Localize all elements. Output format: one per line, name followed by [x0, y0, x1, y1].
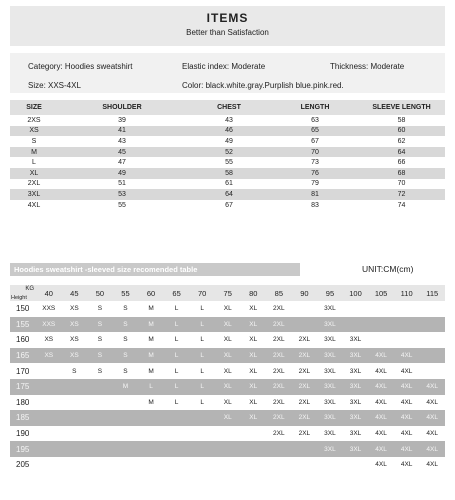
size-recommendation-cell: 3XL	[343, 348, 369, 364]
unit-label: UNIT:CM(cm)	[362, 264, 414, 274]
size-chart-table	[10, 100, 445, 210]
size-recommendation-cell: S	[123, 305, 128, 313]
size-recommendation-cell: XL	[249, 367, 258, 375]
size-recommendation-cell: M	[148, 336, 154, 344]
size-recommendation-cell: 3XL	[349, 336, 362, 344]
height-row	[10, 457, 445, 473]
size-recommendation-cell	[419, 317, 445, 333]
length-cell: 65	[272, 126, 358, 137]
size-recommendation-cell: 3XL	[349, 398, 362, 406]
size-recommendation-cell: 2XL	[298, 430, 311, 438]
size-recommendation-cell	[241, 426, 267, 442]
size-recommendation-cell	[36, 379, 62, 395]
size-recommendation-cell	[164, 457, 190, 473]
weight-header-cell: 110	[394, 285, 420, 301]
product-info	[10, 53, 445, 93]
size-recommendation-cell	[266, 457, 292, 473]
size-recommendation-cell: 4XL	[394, 379, 420, 395]
size-recommendation-cell: L	[174, 398, 179, 406]
size-recommendation-cell	[394, 301, 420, 317]
size-recommendation-cell	[62, 457, 88, 473]
size-recommendation-cell: XL	[215, 317, 241, 333]
size-recommendation-cell: 2XL	[292, 410, 318, 426]
size-recommendation-cell	[62, 395, 88, 411]
size-recommendation-cell	[215, 441, 241, 457]
length-cell: 76	[272, 168, 358, 179]
size-recommendation-cell	[215, 457, 241, 473]
page-subtitle: Better than Satisfaction	[186, 28, 269, 37]
shoulder-cell: 39	[118, 116, 126, 124]
size-recommendation-cell: L	[189, 379, 215, 395]
weight-header-cell: 55	[113, 285, 139, 301]
size-recommendation-cell: 3XL	[317, 348, 343, 364]
size-recommendation-cell	[368, 317, 394, 333]
size-recommendation-cell	[138, 441, 164, 457]
size-chart-row	[10, 157, 445, 168]
page-title: ITEMS	[206, 11, 249, 25]
header-banner	[10, 6, 445, 46]
size-recommendation-cell	[87, 457, 113, 473]
size-recommendation-cell: L	[189, 317, 215, 333]
weight-header-cell: 115	[419, 285, 445, 301]
size-recommendation-cell: S	[113, 348, 139, 364]
size-recommendation-cell: 3XL	[349, 430, 362, 438]
chest-cell: 46	[186, 126, 272, 137]
size-recommendation-cell	[343, 317, 369, 333]
size-recommendation-cell: XL	[223, 305, 232, 313]
length-cell: 79	[311, 180, 319, 188]
sleeve-length-cell: 66	[397, 159, 406, 167]
size-recommendation-cell	[292, 441, 318, 457]
size-recommendation-cell	[113, 457, 139, 473]
size-recommendation-cell: S	[123, 367, 128, 375]
size-recommendation-cell: 2XL	[266, 379, 292, 395]
size-recommendation-cell: XS	[44, 336, 54, 344]
size-recommendation-cell: 2XL	[266, 348, 292, 364]
size-recommendation-cell: L	[174, 336, 179, 344]
weight-header-cell: 85	[266, 285, 292, 301]
height-cell: 170	[16, 366, 30, 376]
weight-header-cell: 45	[62, 285, 88, 301]
height-row	[10, 441, 445, 457]
size-recommendation-cell: XL	[223, 336, 232, 344]
shoulder-cell: 43	[118, 137, 126, 145]
size-recommendation-cell: XL	[249, 398, 258, 406]
size-recommendation-cell	[62, 379, 88, 395]
size-recommendation-cell: S	[113, 317, 139, 333]
size-recommendation-cell: S	[72, 367, 77, 375]
weight-header-cell: 100	[343, 285, 369, 301]
size-recommendation-cell: 4XL	[400, 430, 413, 438]
size-recommendation-cell	[138, 410, 164, 426]
size-recommendation-cell: M	[148, 305, 154, 313]
size-recommendation-cell: XS	[70, 305, 79, 313]
size-recommendation-cell: 3XL	[317, 317, 343, 333]
height-cell: 175	[10, 379, 36, 395]
size-info: Size: XXS-4XL	[28, 81, 81, 90]
weight-header-row	[10, 285, 445, 301]
size-recommendation-cell: L	[189, 348, 215, 364]
sleeve-length-cell: 68	[358, 168, 445, 179]
size-recommendation-cell: XL	[241, 348, 267, 364]
size-recommendation-cell: XS	[62, 317, 88, 333]
size-recommendation-cell	[164, 426, 190, 442]
height-cell: 185	[10, 410, 36, 426]
height-cell: 155	[10, 317, 36, 333]
size-recommendation-cell	[87, 441, 113, 457]
size-recommendation-cell: 4XL	[400, 367, 413, 375]
chest-cell: 58	[186, 168, 272, 179]
weight-header-cell: 95	[317, 285, 343, 301]
size-recommendation-cell: 2XL	[292, 379, 318, 395]
size-recommendation-cell: XL	[215, 410, 241, 426]
size-recommendation-cell	[292, 457, 318, 473]
height-row	[10, 348, 445, 364]
size-recommendation-cell	[189, 457, 215, 473]
sleeve-length-cell: 72	[358, 189, 445, 200]
height-label: Height	[11, 295, 27, 301]
size-recommendation-cell	[317, 457, 343, 473]
size-recommendation-cell: XL	[241, 410, 267, 426]
size-recommendation-cell: 3XL	[343, 410, 369, 426]
size-recommendation-cell	[215, 426, 241, 442]
chest-cell: 67	[225, 201, 233, 209]
height-row	[10, 379, 445, 395]
size-recommendation-cell	[113, 441, 139, 457]
size-col-header: SIZE	[10, 100, 58, 115]
size-recommendation-cell: 4XL	[426, 398, 438, 406]
size-recommendation-cell: 2XL	[292, 348, 318, 364]
size-recommendation-cell	[138, 426, 164, 442]
size-recommendation-cell	[292, 317, 318, 333]
chest-cell: 52	[186, 147, 272, 158]
size-recommendation-cell: M	[138, 348, 164, 364]
size-recommendation-cell: XL	[249, 336, 258, 344]
size-recommendation-cell: 4XL	[375, 367, 387, 375]
size-cell: 2XL	[27, 180, 41, 188]
size-chart-row	[10, 136, 445, 147]
length-cell: 63	[311, 116, 319, 124]
height-row	[10, 395, 445, 411]
size-recommendation-cell	[266, 441, 292, 457]
size-recommendation-cell: 4XL	[419, 441, 445, 457]
sleeve-length-cell: 74	[397, 201, 406, 209]
size-recommendation-cell: M	[148, 398, 154, 406]
length-cell: 73	[311, 159, 319, 167]
kg-label: KG	[25, 286, 34, 292]
size-recommendation-cell: XS	[62, 348, 88, 364]
elastic-info: Elastic index: Moderate	[182, 62, 266, 71]
weight-header-cell: 50	[87, 285, 113, 301]
size-recommendation-cell	[419, 332, 445, 348]
length-cell: 70	[272, 147, 358, 158]
shoulder-col-header: SHOULDER	[58, 100, 186, 115]
size-recommendation-cell: L	[164, 348, 190, 364]
size-recommendation-cell: 4XL	[426, 430, 438, 438]
size-recommendation-cell: XL	[241, 379, 267, 395]
size-recommendation-cell: 4XL	[394, 441, 420, 457]
size-recommendation-cell: L	[164, 317, 190, 333]
shoulder-cell: 41	[58, 126, 186, 137]
size-recommendation-cell: 2XL	[298, 336, 311, 344]
size-recommendation-cell: 2XL	[273, 398, 285, 406]
size-recommendation-cell: 4XL	[419, 379, 445, 395]
size-recommendation-cell: 4XL	[400, 461, 413, 469]
size-chart-row	[10, 115, 445, 126]
size-recommendation-cell: 3XL	[324, 336, 336, 344]
size-recommendation-cell: 4XL	[419, 410, 445, 426]
size-recommendation-cell: 3XL	[324, 398, 336, 406]
size-recommendation-cell: S	[87, 317, 113, 333]
size-recommendation-cell	[36, 457, 62, 473]
size-recommendation-cell	[36, 426, 62, 442]
size-recommendation-cell: XXS	[36, 317, 62, 333]
size-recommendation-cell: XS	[36, 348, 62, 364]
size-chart-row	[10, 126, 445, 137]
size-recommendation-cell: 3XL	[324, 430, 336, 438]
size-recommendation-cell: 2XL	[298, 398, 311, 406]
weight-header-cell: 40	[36, 285, 62, 301]
category-info: Category: Hoodies sweatshirt	[28, 62, 133, 71]
size-recommendation-cell	[241, 441, 267, 457]
size-recommendation-cell: S	[97, 367, 103, 375]
shoulder-cell: 51	[118, 180, 126, 188]
size-recommendation-cell	[292, 301, 318, 317]
size-recommendation-cell	[419, 363, 445, 379]
size-recommendation-cell: 2XL	[273, 367, 285, 375]
thickness-info: Thickness: Moderate	[330, 62, 405, 71]
size-recommendation-cell	[189, 426, 215, 442]
chest-cell: 43	[225, 116, 233, 124]
size-recommendation-cell	[189, 410, 215, 426]
size-recommendation-cell	[394, 317, 420, 333]
size-cell: 4XL	[27, 201, 41, 209]
size-recommendation-cell	[87, 410, 113, 426]
weight-header-cell: 75	[215, 285, 241, 301]
size-recommendation-cell: S	[87, 348, 113, 364]
size-recommendation-cell: L	[200, 367, 204, 375]
height-cell: 165	[10, 348, 36, 364]
height-row	[10, 426, 445, 442]
sleeve-length-cell: 60	[358, 126, 445, 137]
size-recommendation-cell: M	[113, 379, 139, 395]
size-recommendation-cell: 3XL	[324, 305, 336, 313]
weight-header-cell: 105	[368, 285, 394, 301]
recommended-size-table	[10, 285, 445, 473]
size-chart-row	[10, 168, 445, 179]
size-recommendation-cell	[164, 410, 190, 426]
size-chart-row	[10, 147, 445, 158]
sleeve-length-col-header: SLEEVE LENGTH	[358, 100, 445, 115]
size-recommendation-cell: L	[200, 398, 204, 406]
height-cell: 150	[16, 304, 30, 314]
size-recommendation-cell	[62, 426, 88, 442]
size-recommendation-cell: XL	[215, 379, 241, 395]
size-recommendation-cell: 4XL	[368, 410, 394, 426]
size-recommendation-cell: XL	[215, 348, 241, 364]
height-row	[10, 410, 445, 426]
size-recommendation-cell	[343, 457, 369, 473]
size-recommendation-cell: 3XL	[317, 441, 343, 457]
size-chart-row	[10, 200, 445, 211]
size-recommendation-cell: L	[174, 305, 179, 313]
size-cell: L	[32, 159, 36, 167]
size-recommendation-cell: XS	[70, 336, 79, 344]
height-cell: 190	[16, 429, 30, 439]
size-recommendation-cell: 3XL	[343, 379, 369, 395]
size-cell: 3XL	[10, 189, 58, 200]
size-cell: XL	[10, 168, 58, 179]
size-recommendation-cell	[394, 332, 420, 348]
size-recommendation-cell: 4XL	[400, 398, 413, 406]
size-recommendation-cell: 4XL	[375, 430, 387, 438]
size-chart-header-row	[10, 100, 445, 115]
size-recommendation-cell: XL	[223, 398, 232, 406]
size-recommendation-cell: L	[200, 336, 204, 344]
size-chart-row	[10, 179, 445, 190]
size-recommendation-cell: S	[97, 305, 103, 313]
size-chart-row	[10, 189, 445, 200]
size-recommendation-cell	[36, 410, 62, 426]
size-recommendation-cell	[62, 410, 88, 426]
size-recommendation-cell	[113, 426, 139, 442]
shoulder-cell: 45	[58, 147, 186, 158]
height-row	[10, 332, 445, 348]
size-recommendation-cell: 4XL	[368, 348, 394, 364]
size-recommendation-cell: XL	[223, 367, 232, 375]
recommended-table-title: Hoodies sweatshirt -sleeved size recomended table	[10, 263, 300, 276]
length-col-header: LENGTH	[272, 100, 358, 115]
size-recommendation-cell: XL	[241, 317, 267, 333]
size-recommendation-cell: 3XL	[317, 410, 343, 426]
size-recommendation-cell: 4XL	[368, 379, 394, 395]
size-recommendation-cell: 3XL	[317, 379, 343, 395]
height-cell: 205	[16, 460, 30, 470]
size-recommendation-cell: L	[138, 379, 164, 395]
size-recommendation-cell: 3XL	[324, 367, 336, 375]
length-cell: 83	[311, 201, 319, 209]
size-recommendation-cell	[36, 363, 62, 379]
size-recommendation-cell: M	[138, 317, 164, 333]
sleeve-length-cell: 58	[397, 116, 406, 124]
size-recommendation-cell: XL	[249, 305, 258, 313]
shoulder-cell: 55	[118, 201, 126, 209]
chest-cell: 55	[225, 159, 233, 167]
size-recommendation-cell: 4XL	[394, 410, 420, 426]
weight-header-cell: 65	[164, 285, 190, 301]
size-recommendation-cell: 4XL	[368, 441, 394, 457]
sleeve-length-cell: 62	[397, 137, 406, 145]
sleeve-length-cell: 70	[397, 180, 406, 188]
size-recommendation-cell: S	[97, 336, 103, 344]
size-cell: S	[31, 137, 37, 145]
height-row	[10, 317, 445, 333]
size-recommendation-cell	[189, 441, 215, 457]
height-row	[10, 363, 445, 379]
size-recommendation-cell	[343, 301, 369, 317]
size-recommendation-cell	[87, 426, 113, 442]
size-recommendation-cell: 4XL	[394, 348, 420, 364]
size-recommendation-cell: 4XL	[375, 461, 387, 469]
size-recommendation-cell: 4XL	[375, 398, 387, 406]
size-cell: 2XS	[27, 116, 41, 124]
size-recommendation-cell: XXS	[42, 305, 56, 313]
chest-cell: 64	[186, 189, 272, 200]
chest-cell: 49	[225, 137, 233, 145]
sleeve-length-cell: 64	[358, 147, 445, 158]
length-cell: 81	[272, 189, 358, 200]
kg-height-corner	[10, 285, 36, 301]
size-recommendation-cell	[113, 410, 139, 426]
shoulder-cell: 49	[58, 168, 186, 179]
size-recommendation-cell	[36, 441, 62, 457]
chest-cell: 61	[225, 180, 233, 188]
size-recommendation-cell: 2XL	[273, 336, 285, 344]
size-recommendation-cell: 2XL	[273, 305, 285, 313]
size-recommendation-cell: S	[123, 336, 128, 344]
size-recommendation-cell: 2XL	[266, 317, 292, 333]
weight-header-cell: 90	[292, 285, 318, 301]
weight-header-cell: 70	[189, 285, 215, 301]
height-cell: 195	[10, 441, 36, 457]
size-recommendation-cell: L	[174, 367, 179, 375]
size-recommendation-cell	[419, 348, 445, 364]
size-recommendation-cell: L	[164, 379, 190, 395]
size-recommendation-cell	[368, 301, 394, 317]
chest-col-header: CHEST	[186, 100, 272, 115]
size-recommendation-cell	[368, 332, 394, 348]
size-recommendation-cell: 3XL	[349, 367, 362, 375]
size-recommendation-cell: 2XL	[273, 430, 285, 438]
height-row	[10, 301, 445, 317]
size-recommendation-cell: 3XL	[343, 441, 369, 457]
size-recommendation-cell	[138, 457, 164, 473]
size-recommendation-cell	[87, 379, 113, 395]
size-recommendation-cell: 2XL	[266, 410, 292, 426]
weight-header-cell: 60	[138, 285, 164, 301]
size-recommendation-cell: M	[148, 367, 154, 375]
size-recommendation-cell: 4XL	[426, 461, 438, 469]
size-cell: XS	[10, 126, 58, 137]
size-recommendation-cell	[419, 301, 445, 317]
size-recommendation-cell	[87, 395, 113, 411]
size-recommendation-cell	[241, 457, 267, 473]
size-recommendation-cell	[62, 441, 88, 457]
length-cell: 67	[311, 137, 319, 145]
weight-header-cell: 80	[241, 285, 267, 301]
height-cell: 160	[16, 335, 30, 345]
size-recommendation-cell: 2XL	[298, 367, 311, 375]
size-recommendation-cell	[164, 441, 190, 457]
shoulder-cell: 53	[58, 189, 186, 200]
size-recommendation-cell: L	[200, 305, 204, 313]
size-recommendation-cell	[113, 395, 139, 411]
size-recommendation-cell	[36, 395, 62, 411]
shoulder-cell: 47	[118, 159, 126, 167]
color-info: Color: black.white.gray.Purplish blue.pink.red.	[182, 81, 344, 90]
size-cell: M	[10, 147, 58, 158]
height-cell: 180	[16, 397, 30, 407]
